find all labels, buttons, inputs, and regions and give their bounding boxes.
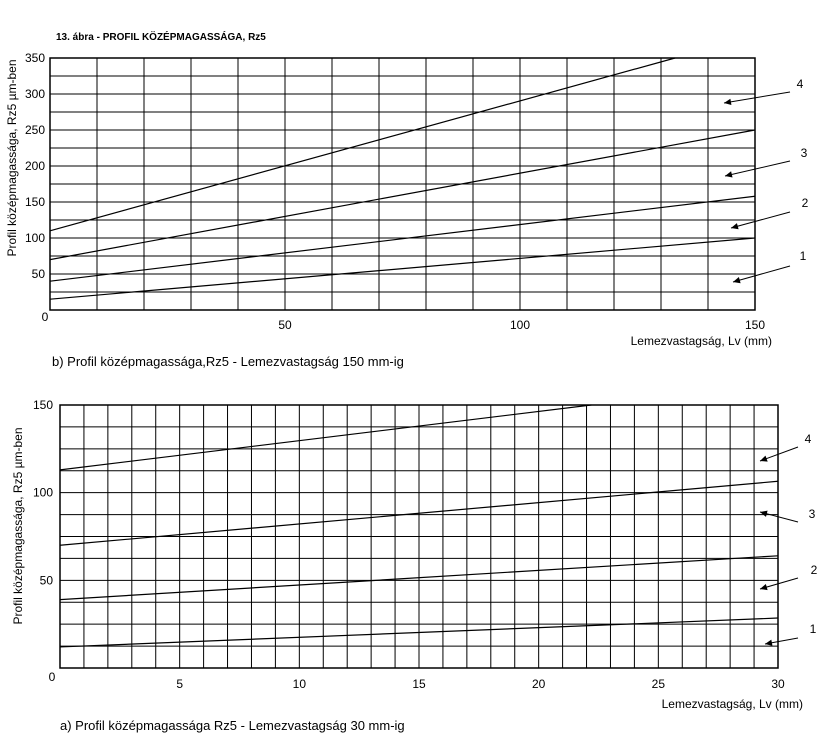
y-tick-label: 150 — [32, 398, 53, 412]
y-tick-label: 150 — [24, 195, 45, 209]
origin-label: 0 — [41, 310, 49, 324]
x-tick-label: 50 — [278, 318, 292, 332]
series-label-1: 1 — [799, 249, 807, 263]
arrowhead — [765, 640, 772, 646]
y-tick-label: 250 — [24, 123, 45, 137]
x-tick-label: 100 — [509, 318, 531, 332]
arrowhead — [760, 584, 768, 590]
x-tick-label: 25 — [651, 677, 666, 691]
x-tick-label: 5 — [176, 677, 184, 691]
series-label-2: 2 — [801, 196, 809, 210]
y-tick-label: 350 — [24, 51, 45, 65]
grid — [60, 405, 778, 668]
arrowhead — [724, 99, 731, 105]
series-label-3: 3 — [808, 507, 816, 521]
series-label-1: 1 — [809, 622, 817, 636]
x-tick-label: 10 — [292, 677, 307, 691]
y-tick-label: 200 — [24, 159, 45, 173]
series-line-3 — [50, 130, 755, 260]
series-label-3: 3 — [800, 146, 808, 160]
y-axis-label: Profil középmagassága, Rz5 µm-ben — [11, 427, 25, 625]
figure-title: 13. ábra - PROFIL KÖZÉPMAGASSÁGA, Rz5 — [56, 32, 266, 43]
y-tick-label: 300 — [24, 87, 45, 101]
y-tick-label: 50 — [39, 573, 53, 588]
arrowhead — [731, 223, 739, 229]
arrowhead — [760, 511, 768, 517]
series-pointer-arrow — [725, 161, 790, 176]
chart-caption: a) Profil középmagassága Rz5 - Lemezvastagság 30 mm-ig — [60, 718, 405, 733]
x-tick-label: 20 — [531, 677, 546, 691]
series-label-2: 2 — [810, 563, 818, 577]
x-tick-label: 30 — [771, 677, 785, 691]
x-tick-label: 150 — [744, 318, 766, 332]
chart-b-thickness-150mm — [5, 51, 809, 369]
x-axis-label: Lemezvastagság, Lv (mm) — [661, 697, 803, 711]
x-tick-label: 15 — [412, 677, 426, 691]
arrowhead — [733, 277, 741, 283]
series-line-4 — [60, 405, 591, 470]
arrowhead — [725, 171, 733, 177]
chart-caption: b) Profil középmagassága,Rz5 - Lemezvastagság 150 mm-ig — [52, 354, 404, 369]
y-tick-label: 100 — [32, 485, 53, 500]
arrowhead — [760, 456, 768, 462]
x-axis-label: Lemezvastagság, Lv (mm) — [630, 334, 772, 348]
origin-label: 0 — [48, 670, 56, 684]
y-tick-label: 50 — [31, 267, 45, 281]
series-label-4: 4 — [804, 432, 812, 446]
y-tick-label: 100 — [24, 231, 45, 245]
grid — [50, 58, 755, 310]
series-label-4: 4 — [796, 77, 804, 91]
y-axis-label: Profil középmagassága, Rz5 µm-ben — [5, 59, 19, 257]
chart-a-thickness-30mm — [11, 398, 818, 733]
